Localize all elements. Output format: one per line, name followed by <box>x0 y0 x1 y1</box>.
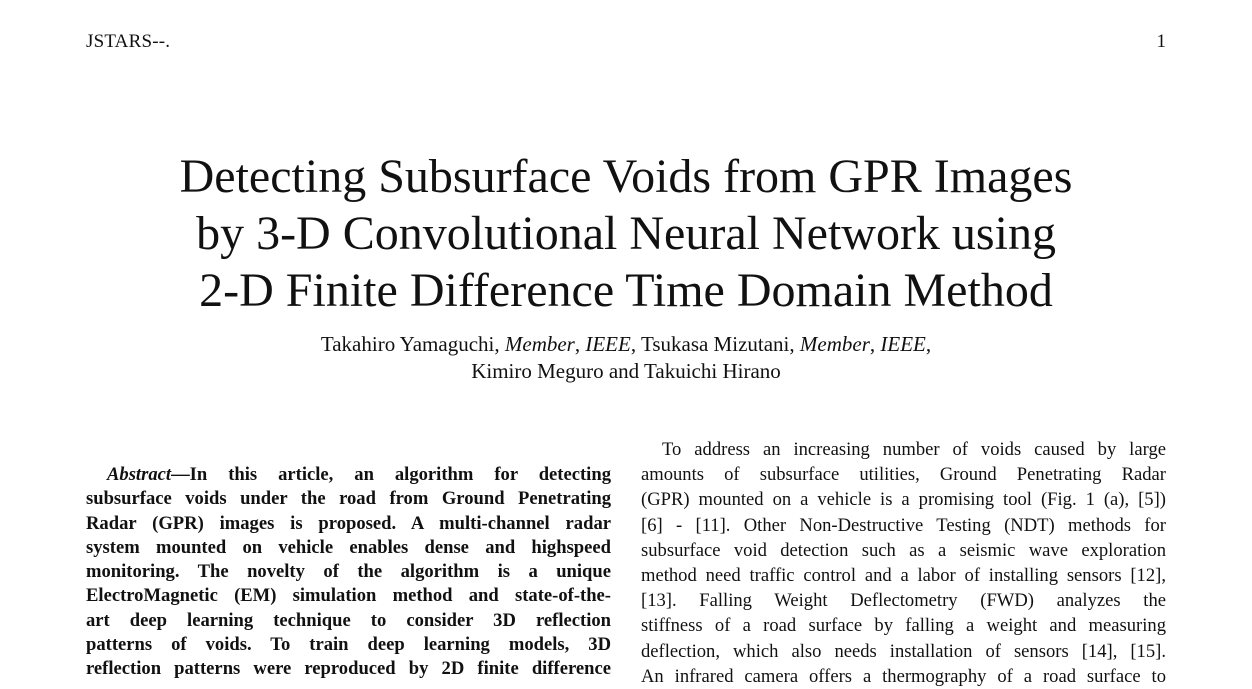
intro-line: subsurface void detection such as a seismic wave exploration <box>641 539 1166 561</box>
abstract-line: patterns of voids. To train deep learning models, 3D <box>86 634 611 656</box>
member-label: Member <box>504 332 575 356</box>
running-head: JSTARS--. <box>86 31 171 52</box>
intro-line: method need traffic control and a labor of installing sensors [12], <box>641 565 1166 587</box>
author-name: , Tsukasa Mizutani, <box>630 332 795 356</box>
abstract-line: Radar (GPR) images is proposed. A multi-channel radar <box>86 512 611 534</box>
introduction-text <box>641 437 1166 689</box>
abstract-line: monitoring. The novelty of the algorithm is a unique <box>86 561 611 583</box>
intro-line: To address an increasing number of voids caused by large <box>662 439 1166 460</box>
abstract-line: art deep learning technique to consider 3D reflection <box>86 609 611 631</box>
abstract-line: reflection patterns were reproduced by 2D finite difference <box>86 658 611 680</box>
author-block <box>0 331 1252 385</box>
abstract-line: subsurface voids under the road from Ground Penetrating <box>86 488 611 510</box>
intro-line: amounts of subsurface utilities, Ground Penetrating Radar <box>641 464 1166 486</box>
separator: , <box>869 332 876 356</box>
page-number: 1 <box>1156 31 1166 52</box>
intro-line: stiffness of a road surface by falling a weight and measuring <box>641 615 1166 637</box>
abstract-label: Abstract <box>107 464 172 485</box>
author-line <box>0 331 1252 358</box>
ieee-label: IEEE <box>880 332 926 356</box>
author-name: Takahiro Yamaguchi, <box>320 332 500 356</box>
abstract <box>86 463 611 682</box>
abstract-line <box>86 463 611 487</box>
intro-line: [13]. Falling Weight Deflectometry (FWD) analyzes the <box>641 590 1166 612</box>
title-line: by 3-D Convolutional Neural Network using <box>196 207 1056 261</box>
abstract-text: —In this article, an algorithm for detecting <box>171 464 611 485</box>
title-line: Detecting Subsurface Voids from GPR Images <box>179 150 1073 204</box>
ieee-label: IEEE <box>585 332 631 356</box>
abstract-line: ElectroMagnetic (EM) simulation method and state-of-the- <box>86 585 611 607</box>
intro-line: deflection, which also needs installation of sensors [14], [15]. <box>641 640 1166 662</box>
title-line: 2-D Finite Difference Time Domain Method <box>199 264 1053 318</box>
intro-line: An infrared camera offers a thermography of a road surface to <box>641 665 1166 687</box>
separator: , <box>925 332 932 356</box>
paper-title <box>0 148 1252 319</box>
intro-line: [6] - [11]. Other Non-Destructive Testing (NDT) methods for <box>641 514 1166 536</box>
separator: , <box>574 332 581 356</box>
member-label: Member <box>799 332 870 356</box>
author-line: Kimiro Meguro and Takuichi Hirano <box>471 359 781 383</box>
intro-line: (GPR) mounted on a vehicle is a promising tool (Fig. 1 (a), [5]) <box>641 489 1166 511</box>
abstract-line: system mounted on vehicle enables dense and highspeed <box>86 536 611 558</box>
